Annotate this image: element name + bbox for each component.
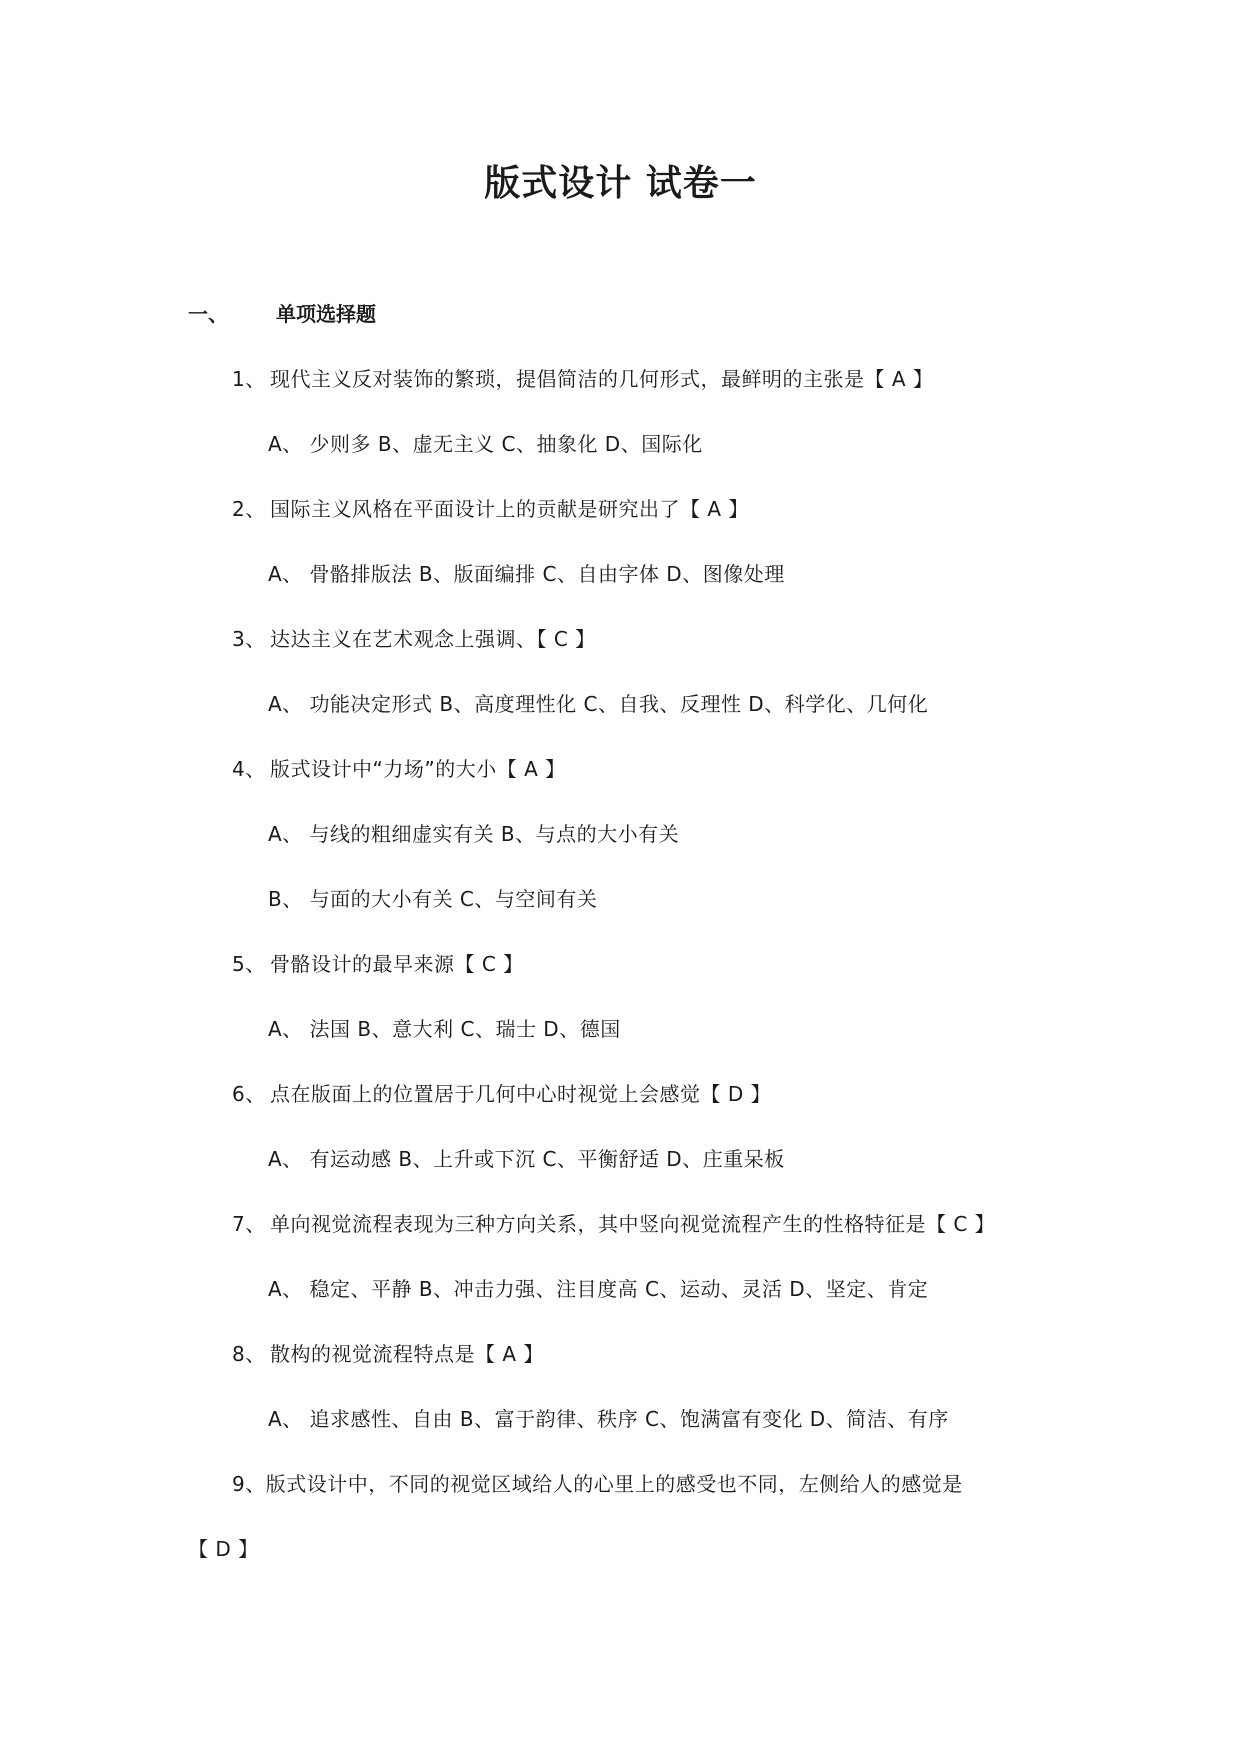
question-text: 点在版面上的位置居于几何中心时视觉上会感觉【 D 】 bbox=[270, 1082, 772, 1106]
question-number: 3、 bbox=[232, 627, 266, 651]
question-item bbox=[232, 948, 524, 977]
options-line: A、 少则多 B、虚无主义 C、抽象化 D、国际化 bbox=[268, 432, 703, 456]
question-item bbox=[232, 493, 749, 522]
options-line: A、 骨骼排版法 B、版面编排 C、自由字体 D、图像处理 bbox=[268, 562, 785, 586]
options-line: A、 追求感性、自由 B、富于韵律、秩序 C、饱满富有变化 D、简洁、有序 bbox=[268, 1407, 949, 1431]
options-line: A、 与线的粗细虚实有关 B、与点的大小有关 bbox=[268, 822, 680, 846]
question-text: 散构的视觉流程特点是【 A 】 bbox=[270, 1342, 544, 1366]
question-item: 9、版式设计中，不同的视觉区域给人的心里上的感受也不同，左侧给人的感觉是 bbox=[232, 1472, 963, 1496]
question-number: 4、 bbox=[232, 757, 266, 781]
section-label: 单项选择题 bbox=[276, 302, 376, 326]
question-number: 8、 bbox=[232, 1342, 266, 1366]
question-item bbox=[232, 753, 566, 782]
question-number: 1、 bbox=[232, 367, 266, 391]
question-text: 骨骼设计的最早来源【 C 】 bbox=[270, 952, 524, 976]
question-text: 国际主义风格在平面设计上的贡献是研究出了【 A 】 bbox=[270, 497, 749, 521]
options-line: A、 有运动感 B、上升或下沉 C、平衡舒适 D、庄重呆板 bbox=[268, 1147, 785, 1171]
question-text: 版式设计中“力场”的大小【 A 】 bbox=[270, 757, 566, 781]
question-item bbox=[232, 363, 933, 392]
question-number: 7、 bbox=[232, 1212, 266, 1236]
options-line: A、 稳定、平静 B、冲击力强、注目度高 C、运动、灵活 D、坚定、肯定 bbox=[268, 1277, 929, 1301]
options-line: B、 与面的大小有关 C、与空间有关 bbox=[268, 887, 598, 911]
options-line: A、 法国 B、意大利 C、瑞士 D、德国 bbox=[268, 1017, 621, 1041]
question-item bbox=[232, 1208, 995, 1237]
question-item bbox=[232, 1338, 544, 1367]
section-heading bbox=[188, 298, 376, 327]
question-number: 6、 bbox=[232, 1082, 266, 1106]
question-number: 5、 bbox=[232, 952, 266, 976]
page-title: 版式设计 试卷一 bbox=[484, 163, 757, 204]
question-text: 单向视觉流程表现为三种方向关系，其中竖向视觉流程产生的性格特征是【 C 】 bbox=[270, 1212, 996, 1236]
question-item bbox=[232, 623, 596, 652]
answer-bracket: 【 D 】 bbox=[188, 1537, 259, 1561]
section-number: 一、 bbox=[188, 302, 228, 326]
question-item bbox=[232, 1078, 771, 1107]
question-number: 2、 bbox=[232, 497, 266, 521]
options-line: A、 功能决定形式 B、高度理性化 C、自我、反理性 D、科学化、几何化 bbox=[268, 692, 929, 716]
question-text: 现代主义反对装饰的繁琐，提倡简洁的几何形式，最鲜明的主张是【 A 】 bbox=[270, 367, 934, 391]
question-text: 达达主义在艺术观念上强调、【 C 】 bbox=[270, 627, 596, 651]
